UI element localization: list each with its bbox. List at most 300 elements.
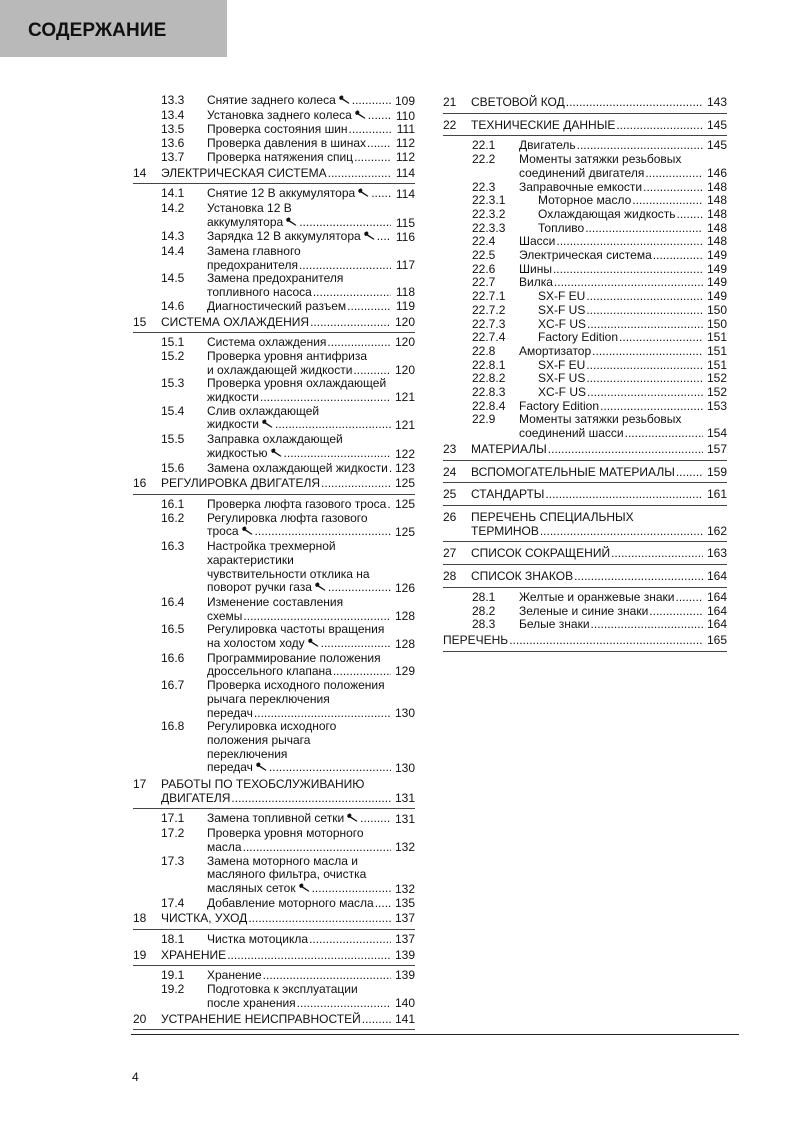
toc-dot-leader <box>375 897 391 911</box>
toc-entry[interactable] <box>443 117 727 137</box>
toc-entry-page: 118 <box>395 285 415 300</box>
toc-dot-leader <box>586 359 703 373</box>
toc-dot-leader <box>321 637 391 651</box>
toc-entry-title <box>161 477 391 491</box>
toc-entry[interactable] <box>133 776 415 809</box>
toc-entry-title-line: SX-F EU <box>538 357 586 372</box>
toc-entry[interactable] <box>133 165 415 185</box>
toc-entry-title-lastline <box>207 581 391 596</box>
toc-entry[interactable] <box>443 618 727 632</box>
toc-entry-number: 22.7.4 <box>472 330 506 345</box>
toc-entry-title-line: чувствительности отклика на <box>207 566 370 581</box>
toc-entry-number: 17.3 <box>161 853 185 868</box>
toc-entry[interactable] <box>133 300 415 314</box>
toc-entry[interactable] <box>443 222 727 236</box>
toc-entry-number: 28.2 <box>472 603 496 618</box>
toc-entry-number: 27 <box>443 546 457 561</box>
toc-entry-page: 125 <box>394 476 415 491</box>
toc-entry[interactable] <box>443 235 727 249</box>
toc-entry-title-line: поворот ручки газа <box>207 580 312 595</box>
toc-entry[interactable] <box>133 540 415 596</box>
toc-dot-leader <box>611 547 703 561</box>
toc-entry-title <box>161 316 391 330</box>
toc-entry-title-lastline <box>207 525 391 540</box>
toc-entry-title <box>519 372 703 386</box>
toc-entry-title-line: SX-F EU <box>538 289 586 304</box>
toc-entry-title <box>519 194 703 208</box>
toc-entry-title-line: XC-F US <box>538 316 586 331</box>
toc-dot-leader <box>328 167 391 181</box>
toc-entry-title-line: аккумулятора <box>207 214 284 229</box>
toc-entry-page: 157 <box>706 441 727 456</box>
toc-entry-page: 117 <box>395 257 415 272</box>
toc-entry-page: 143 <box>706 95 727 109</box>
toc-entry-title-lastline <box>538 194 703 208</box>
toc-entry[interactable] <box>443 345 727 359</box>
toc-entry[interactable] <box>443 153 727 180</box>
toc-entry[interactable] <box>443 290 727 304</box>
toc-entry-page: 164 <box>706 569 727 584</box>
toc-dot-leader <box>586 290 703 304</box>
toc-entry[interactable] <box>443 400 727 414</box>
toc-entry-title <box>207 245 391 272</box>
toc-entry-number: 24 <box>443 464 457 479</box>
toc-entry[interactable] <box>443 194 727 208</box>
toc-entry[interactable] <box>443 94 727 114</box>
toc-entry-title-lastline <box>161 1013 391 1027</box>
toc-entry-number: 14.2 <box>161 200 185 215</box>
toc-entry-number: 28.3 <box>472 617 496 632</box>
toc-entry[interactable] <box>133 109 415 124</box>
toc-entry-title-line: Моторное масло <box>538 193 632 208</box>
toc-entry-title-lastline <box>207 665 391 679</box>
toc-entry-title-lastline <box>519 249 703 263</box>
toc-entry[interactable] <box>443 249 727 263</box>
toc-dot-leader <box>587 386 703 400</box>
toc-entry-number: 22.7 <box>472 275 496 290</box>
toc-entry-title-lastline <box>207 259 391 273</box>
toc-entry[interactable] <box>133 230 415 245</box>
toc-entry-number: 16.7 <box>161 678 185 693</box>
toc-entry-page: 135 <box>394 895 415 910</box>
toc-entry-title-lastline <box>519 427 703 441</box>
toc-entry-title-line: ВСПОМОГАТЕЛЬНЫЕ МАТЕРИАЛЫ <box>471 464 675 479</box>
toc-entry-page: 151 <box>706 357 727 372</box>
toc-entry-title-lastline <box>519 618 703 632</box>
toc-entry-page: 140 <box>394 995 415 1010</box>
toc-entry-title-line: ТЕРМИНОВ <box>471 523 539 538</box>
toc-entry-title-line: XC-F US <box>538 385 586 400</box>
toc-entry-title-lastline <box>207 418 391 433</box>
toc-entry-title <box>207 623 391 651</box>
toc-entry-title <box>207 350 391 377</box>
toc-entry-title-line: Factory Edition <box>519 398 600 413</box>
toc-entry-number: 22.8.1 <box>472 357 506 372</box>
toc-entry[interactable] <box>443 181 727 195</box>
toc-entry-title <box>207 272 391 299</box>
toc-entry-title <box>207 377 391 404</box>
toc-dot-leader <box>553 263 703 277</box>
toc-entry[interactable] <box>443 318 727 332</box>
toc-entry-page: 131 <box>394 790 415 805</box>
toc-entry-title-lastline <box>519 139 703 153</box>
toc-entry[interactable] <box>443 372 727 386</box>
toc-entry-number: 18.1 <box>161 932 185 947</box>
toc-entry[interactable] <box>443 509 727 542</box>
toc-entry-number: 22.8.3 <box>472 385 506 400</box>
toc-entry-title-line: характеристики <box>207 552 294 567</box>
page-number: 4 <box>132 1070 139 1084</box>
toc-entry-title-lastline <box>538 304 703 318</box>
toc-entry[interactable] <box>133 245 415 272</box>
toc-entry[interactable] <box>133 405 415 433</box>
wrench-icon <box>286 217 297 231</box>
toc-entry-page: 109 <box>394 94 415 108</box>
toc-entry[interactable] <box>133 933 415 947</box>
toc-dot-leader <box>616 119 703 133</box>
toc-dot-leader <box>586 372 703 386</box>
toc-entry-title-line: и охлаждающей жидкости <box>207 362 353 377</box>
toc-entry-number: 13.6 <box>161 136 185 151</box>
toc-entry[interactable] <box>133 137 415 151</box>
toc-entry[interactable] <box>133 652 415 679</box>
toc-entry-page: 114 <box>395 165 415 180</box>
toc-entry-title <box>471 547 703 561</box>
toc-entry-page: 119 <box>395 298 415 313</box>
footer-divider <box>131 1034 739 1035</box>
toc-entry[interactable] <box>133 855 415 897</box>
toc-entry-number: 22.4 <box>472 234 496 249</box>
toc-entry-title-lastline <box>538 359 703 373</box>
toc-entry-title-line: Электрическая система <box>519 248 652 263</box>
toc-entry-title-line: РАБОТЫ ПО ТЕХОБСЛУЖИВАНИЮ <box>161 777 365 792</box>
toc-entry-title-line: Проверка уровня охлаждающей <box>207 376 387 391</box>
toc-dot-leader <box>625 427 703 441</box>
toc-entry[interactable] <box>133 720 415 776</box>
toc-entry-title <box>207 137 391 151</box>
toc-dot-leader <box>254 707 391 721</box>
toc-entry-title-line: Белые знаки <box>519 617 590 632</box>
toc-entry-title-line: ПЕРЕЧЕНЬ СПЕЦИАЛЬНЫХ <box>471 509 634 524</box>
toc-entry-title <box>207 720 391 776</box>
toc-entry-title <box>207 596 391 623</box>
toc-entry[interactable] <box>443 331 727 345</box>
toc-dot-leader <box>367 137 391 151</box>
toc-entry-title <box>207 405 391 433</box>
toc-dot-leader <box>368 109 391 123</box>
toc-entry-page: 137 <box>394 932 415 947</box>
toc-entry[interactable] <box>443 359 727 373</box>
toc-entry-title-line: Проверка давления в шинах <box>207 136 367 151</box>
toc-dot-leader <box>586 304 703 318</box>
toc-entry-page: 165 <box>706 632 727 647</box>
toc-entry[interactable] <box>133 983 415 1010</box>
toc-entry[interactable] <box>133 350 415 377</box>
toc-dot-leader <box>362 1013 391 1027</box>
toc-entry-title-line: троса <box>207 524 239 539</box>
toc-entry-title-line: Снятие 12 В аккумулятора <box>207 186 356 201</box>
toc-entry-page: 146 <box>706 165 727 180</box>
toc-entry[interactable] <box>133 462 415 476</box>
toc-entry[interactable] <box>133 812 415 827</box>
toc-entry-number: 23 <box>443 441 457 456</box>
toc-entry-title-lastline <box>207 933 391 947</box>
toc-entry-title-line: УСТРАНЕНИЕ НЕИСПРАВНОСТЕЙ <box>161 1011 361 1026</box>
toc-entry-title-line: Регулировка частоты вращения <box>207 622 385 637</box>
toc-entry[interactable] <box>133 187 415 202</box>
toc-entry-page: 152 <box>706 385 727 400</box>
toc-entry-number: 22.5 <box>472 248 496 263</box>
toc-entry-title <box>519 591 703 605</box>
toc-entry-title-lastline <box>207 707 391 721</box>
toc-entry[interactable] <box>443 263 727 277</box>
toc-entry-title <box>443 634 703 648</box>
toc-entry-title-line: масляных сеток <box>207 880 296 895</box>
toc-entry-title-lastline <box>207 498 391 512</box>
toc-entry-title <box>207 109 391 124</box>
toc-entry-page: 122 <box>394 446 415 461</box>
toc-dot-leader <box>676 591 704 605</box>
toc-dot-leader <box>360 812 391 826</box>
toc-dot-leader <box>349 123 391 137</box>
toc-dot-leader <box>347 300 391 314</box>
toc-dot-leader <box>231 792 391 806</box>
toc-entry[interactable] <box>443 208 727 222</box>
toc-entry-title-lastline <box>207 300 391 314</box>
toc-entry-title <box>207 679 391 720</box>
toc-entry-number: 14 <box>133 165 147 180</box>
toc-entry-number: 14.6 <box>161 298 185 313</box>
toc-entry-title-line: соединений шасси <box>519 426 624 441</box>
toc-entry-number: 22.9 <box>472 412 496 427</box>
toc-dot-leader <box>284 447 391 461</box>
toc-entry-page: 148 <box>706 206 727 221</box>
toc-entry-number: 14.4 <box>161 244 185 259</box>
toc-entry-title-lastline <box>519 400 703 414</box>
toc-entry-title <box>207 462 391 476</box>
toc-entry[interactable] <box>443 486 727 506</box>
toc-entry[interactable] <box>133 897 415 911</box>
toc-entry-page: 148 <box>706 193 727 208</box>
toc-entry-page: 120 <box>394 362 415 377</box>
toc-entry-title <box>519 359 703 373</box>
toc-entry-number: 22.6 <box>472 261 496 276</box>
toc-entry[interactable] <box>133 202 415 230</box>
toc-entry[interactable] <box>133 827 415 854</box>
toc-entry[interactable] <box>443 545 727 565</box>
toc-entry-title <box>519 181 703 195</box>
toc-dot-leader <box>309 933 391 947</box>
toc-entry[interactable] <box>443 605 727 619</box>
toc-entry-title-lastline <box>207 216 391 231</box>
toc-entry-title <box>207 897 391 911</box>
toc-entry[interactable] <box>133 623 415 651</box>
toc-entry-page: 161 <box>706 487 727 502</box>
toc-entry-title <box>471 119 703 133</box>
toc-entry-title-lastline <box>519 167 703 181</box>
toc-entry-title <box>519 290 703 304</box>
toc-dot-leader <box>643 181 703 195</box>
toc-dot-leader <box>577 139 703 153</box>
toc-entry-title <box>161 778 391 805</box>
toc-entry-page: 120 <box>394 314 415 329</box>
toc-entry-number: 15.3 <box>161 376 185 391</box>
toc-dot-leader <box>545 488 703 502</box>
toc-entry[interactable] <box>133 910 415 930</box>
toc-entry-page: 148 <box>706 179 727 194</box>
toc-entry-number: 15 <box>133 314 147 329</box>
toc-dot-leader <box>327 336 391 350</box>
toc-entry-title-lastline <box>538 331 703 345</box>
toc-entry[interactable] <box>133 94 415 109</box>
wrench-icon <box>339 95 350 109</box>
toc-entry[interactable] <box>133 947 415 967</box>
toc-entry-title-lastline <box>471 570 703 584</box>
toc-entry-page: 125 <box>394 496 415 511</box>
toc-entry-page: 126 <box>394 581 415 596</box>
toc-dot-leader <box>299 259 391 273</box>
toc-entry[interactable] <box>133 1011 415 1031</box>
toc-entry-number: 16.1 <box>161 496 185 511</box>
toc-entry[interactable] <box>443 413 727 440</box>
toc-entry-number: 17.1 <box>161 811 185 826</box>
toc-entry-title-lastline <box>538 222 703 236</box>
toc-entry[interactable] <box>133 123 415 137</box>
toc-entry-title-lastline <box>161 477 391 491</box>
toc-entry-number: 22.3.1 <box>472 193 506 208</box>
toc-entry-page: 111 <box>396 122 415 137</box>
toc-entry[interactable] <box>443 386 727 400</box>
toc-entry-page: 128 <box>394 637 415 652</box>
toc-entry-title-lastline <box>519 605 703 619</box>
toc-dot-leader <box>248 912 391 926</box>
toc-dot-leader <box>600 400 703 414</box>
toc-dot-leader <box>313 286 391 300</box>
toc-entry-number: 15.4 <box>161 403 185 418</box>
toc-entry[interactable] <box>133 272 415 299</box>
toc-entry-title-line: Система охлаждения <box>207 335 327 350</box>
wrench-icon <box>299 883 310 897</box>
toc-entry-page: 145 <box>706 138 727 153</box>
toc-entry-title-line: СПИСОК СОКРАЩЕНИЙ <box>471 546 611 561</box>
toc-entry-number: 22.7.2 <box>472 302 506 317</box>
toc-entry-title-lastline <box>207 997 391 1011</box>
toc-entry-title <box>519 318 703 332</box>
toc-entry[interactable] <box>133 512 415 540</box>
toc-entry-title-line: СТАНДАРТЫ <box>471 487 545 502</box>
toc-entry-title-lastline <box>471 488 703 502</box>
toc-entry-number: 16.3 <box>161 539 185 554</box>
toc-dot-leader <box>591 618 703 632</box>
toc-entry-number: 22.3.3 <box>472 220 506 235</box>
toc-entry-number: 14.1 <box>161 186 185 201</box>
toc-entry-number: 13.4 <box>161 107 185 122</box>
toc-entry-title-line: ТЕХНИЧЕСКИЕ ДАННЫЕ <box>471 117 616 132</box>
toc-dot-leader <box>677 208 704 222</box>
toc-entry-number: 13.3 <box>161 93 185 107</box>
toc-entry-page: 151 <box>706 330 727 345</box>
toc-entry-title-line: ПЕРЕЧЕНЬ <box>443 632 509 647</box>
toc-entry-title-line: положения рычага переключения <box>207 732 311 761</box>
toc-entry-title-lastline <box>207 230 391 245</box>
toc-entry-title-lastline <box>519 591 703 605</box>
toc-entry-number: 15.6 <box>161 460 185 475</box>
toc-entry-title-line: Замена главного <box>207 244 301 259</box>
toc-entry[interactable] <box>443 591 727 605</box>
toc-entry-title-line: Проверка натяжения спиц <box>207 149 354 164</box>
toc-entry-title <box>519 331 703 345</box>
toc-entry-number: 22.7.3 <box>472 316 506 331</box>
toc-dot-leader <box>619 331 703 345</box>
toc-entry-title-lastline <box>207 637 391 652</box>
toc-entry-number: 17.4 <box>161 895 185 910</box>
toc-entry-title-line: Шасси <box>519 234 556 249</box>
toc-entry[interactable] <box>443 304 727 318</box>
toc-entry-title-lastline <box>207 841 391 855</box>
toc-entry-page: 129 <box>394 664 415 679</box>
toc-entry-page: 149 <box>706 248 727 263</box>
toc-entry[interactable] <box>443 568 727 588</box>
toc-entry-title-line: Слив охлаждающей <box>207 403 320 418</box>
toc-dot-leader <box>540 525 703 539</box>
toc-entry[interactable] <box>443 632 727 652</box>
toc-dot-leader <box>645 167 703 181</box>
toc-entry[interactable] <box>133 969 415 983</box>
toc-entry[interactable] <box>133 336 415 350</box>
toc-entry-title <box>207 336 391 350</box>
toc-entry-title-lastline <box>207 462 391 476</box>
toc-entry-title-line: ДВИГАТЕЛЯ <box>161 790 231 805</box>
toc-dot-leader <box>312 882 391 896</box>
toc-entry-number: 16 <box>133 476 147 491</box>
toc-entry-title <box>519 304 703 318</box>
toc-entry[interactable] <box>133 433 415 461</box>
toc-entry-title-lastline <box>207 151 391 165</box>
toc-entry[interactable] <box>133 314 415 334</box>
toc-entry[interactable] <box>133 679 415 720</box>
toc-entry-page: 145 <box>706 117 727 132</box>
toc-entry[interactable] <box>133 151 415 165</box>
toc-entry[interactable] <box>443 276 727 290</box>
toc-entry[interactable] <box>443 464 727 484</box>
toc-entry-number: 19.2 <box>161 982 185 997</box>
toc-entry-title-lastline <box>207 897 391 911</box>
toc-entry-number: 16.6 <box>161 650 185 665</box>
toc-dot-leader <box>297 997 391 1011</box>
toc-entry[interactable] <box>133 377 415 404</box>
toc-entry-title-lastline <box>519 235 703 249</box>
toc-entry-title <box>207 151 391 165</box>
toc-dot-leader <box>353 364 391 378</box>
toc-entry[interactable] <box>443 139 727 153</box>
toc-entry-number: 16.5 <box>161 622 185 637</box>
toc-entry-number: 28.1 <box>472 589 496 604</box>
toc-entry-title-line: соединений двигателя <box>519 165 645 180</box>
toc-dot-leader <box>676 466 703 480</box>
toc-entry-title <box>161 949 391 963</box>
toc-entry-page: 149 <box>706 275 727 290</box>
toc-entry[interactable] <box>133 498 415 512</box>
toc-entry[interactable] <box>133 596 415 623</box>
toc-entry[interactable] <box>133 475 415 495</box>
toc-entry-title <box>471 511 703 538</box>
toc-entry-page: 150 <box>706 316 727 331</box>
toc-entry[interactable] <box>443 441 727 461</box>
toc-entry-title-line: SX-F US <box>538 371 586 386</box>
toc-entry-title <box>207 969 391 983</box>
toc-dot-leader <box>243 610 391 624</box>
toc-entry-number: 14.3 <box>161 229 185 244</box>
